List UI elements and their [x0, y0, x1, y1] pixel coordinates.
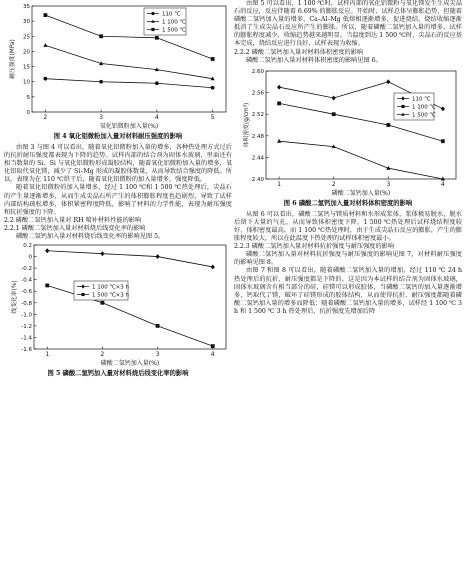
data-point	[156, 324, 160, 328]
paragraph: 磷酸二氢钙加入量对材料烧后线变化率的影响见图 5。	[16, 233, 165, 241]
paragraph: 从图 6 可以看出，磷酸二氢钙与镁质材料和水形成浆体，浆体极易脱水，脱水后留下大量的气孔，从而导致体积密度下降。1 500 ℃热处理后试样烧结程度较好，体积密度最高，而 1 100 ℃热处理时，由于生成尖晶石反应的膨胀，产生的膨胀程度较大，所以在此温度下热处理的试样体积密度最小。	[234, 210, 462, 243]
figure-5-caption: 图 5 磷酸二氢钙加入量对材料烧后线变化率的影响	[47, 370, 189, 378]
y-tick-label: -1.6	[21, 347, 32, 354]
figure-6	[234, 65, 462, 199]
x-axis-label: 磷酸二氢钙加入量(%)	[331, 189, 391, 197]
data-point	[211, 86, 215, 90]
data-point	[277, 139, 281, 143]
legend-label: 1 100 ℃	[412, 104, 436, 111]
data-point	[211, 344, 215, 348]
y-tick-label: 0	[28, 254, 32, 261]
data-point	[151, 28, 154, 31]
y-tick-label: -0.8	[21, 300, 32, 307]
y-tick-label: 2.40	[251, 176, 264, 183]
plot-frame	[266, 71, 456, 179]
x-tick-label: 3	[99, 115, 103, 121]
data-point	[332, 112, 336, 116]
y-axis-label: 体积密度(g/cm³)	[244, 102, 250, 148]
right-column	[234, 0, 462, 579]
paragraph: 磷酸二氢钙加入量对材料体积密度的影响见图 6。	[246, 56, 382, 64]
x-tick-label: 3	[155, 352, 160, 359]
data-point	[155, 254, 159, 259]
figure-6-caption: 图 6 磷酸二氢钙加入量对材料体积密度的影响	[283, 199, 413, 207]
series-line	[45, 79, 212, 88]
y-tick-label: 2.56	[251, 90, 264, 97]
y-tick-label: -0.2	[21, 266, 32, 273]
x-tick-label: 4	[441, 181, 445, 188]
y-tick-label: 2.60	[251, 68, 264, 75]
y-tick-label: 35	[23, 4, 30, 10]
series-line	[45, 45, 212, 78]
legend	[394, 93, 436, 120]
data-point	[99, 80, 103, 84]
y-axis-label: 线变化率(%)	[12, 280, 18, 314]
x-tick-label: 2	[100, 352, 105, 359]
paragraph: 随着氧化铝微粉的加入量增多，经过 1 100 ℃和 1 500 ℃热处理后，尖晶石的产生量逐渐增多，从而生成尖晶石所产生的体积膨胀程度也趋剧烈，导致了试样内部结构疏松增多，体积紧密程度降低，影响了材料的力学性能，表现为耐压强度和抗折强度的下降。	[4, 184, 232, 216]
data-point	[100, 251, 104, 256]
data-point	[277, 84, 281, 89]
data-point	[99, 34, 103, 38]
y-tick-label: 30	[23, 19, 30, 26]
x-tick-label: 2	[43, 115, 48, 121]
y-tick-label: 25	[23, 34, 30, 41]
series-line	[45, 15, 212, 59]
data-point	[211, 57, 215, 61]
legend-label: 1 100 ℃	[162, 19, 186, 26]
y-tick-label: 0.2	[23, 243, 32, 250]
data-point	[45, 284, 49, 288]
plot-frame	[32, 6, 226, 112]
series-line	[47, 251, 213, 267]
data-point	[332, 95, 336, 100]
data-point	[277, 101, 281, 105]
legend-label: 110 ℃	[412, 96, 431, 103]
data-point	[155, 81, 159, 85]
figure-4	[4, 0, 232, 132]
figure-5-chart	[4, 241, 232, 369]
data-point	[43, 13, 47, 17]
x-axis-label: 氧化铝微粉加入量(%)	[99, 123, 159, 130]
x-axis-label: 磷酸二氢钙加入量(%)	[100, 360, 160, 368]
data-point	[101, 301, 105, 305]
section-heading: 2.2 磷酸二氢钙加入量对 RH 喷补材料性能的影响	[4, 216, 142, 224]
paragraph: 由图 7 和图 8 可以看出，随着磷酸二氢钙加入量的增加，经过 110 ℃ 24 h 热处理后的抗折、耐压强度都是下降的。这是因为本试样的结合剂为固体水玻璃，固体水玻璃含有相当部分的硅，硅镁可以形成胶体，当磷酸二氢钙的加入量逐渐增多，钙取代了镁，破坏了硅镁形成的胶体结构，从而使得抗折、耐压强度都随着磷酸二氢钙加入量的增多而降低；随着磷酸二氢钙加入量的增多，试样经 1 100 ℃ 3 h 和 1 500 ℃ 3 h 热处理后，抗折强度先增加后降	[234, 267, 462, 315]
legend-label: 1 500 ℃	[162, 27, 186, 34]
y-tick-label: -0.6	[21, 289, 32, 296]
left-column	[4, 0, 232, 579]
data-point	[43, 77, 47, 81]
y-tick-label: 0	[26, 110, 30, 116]
series-line	[279, 141, 443, 179]
data-point	[45, 248, 49, 253]
y-axis-label: 耐压强度(MPa)	[10, 39, 16, 79]
data-point	[386, 79, 390, 84]
x-tick-label: 4	[210, 352, 215, 359]
paragraph: 由图 3 与图 4 可以看出，随着氧化铝微粉加入量的增多，各种热处理方式过后的抗折耐压强度都表现为下降的趋势。试样内部的结合剂为固体水玻璃，里面还有相当数量的 Si、Si 与氧化铝微粉形成凝胶结构，随着氧化铝微粉加入量的增多，氧化铝取代氧化镁，减少了 Si–Mg 形成的凝胶体数量，从而导致结合强度的降低。所以，表现为在 110 ℃烘干后，随着氧化铝微粉的加入量增多，强度降低。	[4, 144, 232, 184]
data-point	[151, 12, 154, 15]
subsection-heading: 2.2.3 磷酸二氢钙加入量对材料抗折强度与耐压强度的影响	[234, 243, 395, 251]
data-point	[401, 105, 404, 108]
y-tick-label: -1.0	[21, 312, 32, 319]
y-tick-label: -1.4	[21, 335, 32, 342]
paragraph: 磷酸二氢钙加入量对材料抗折强度与耐压强度的影响见图 7，对材料耐压强度的影响见图 8。	[234, 251, 462, 267]
legend-label: 1 500 ℃×3 h	[92, 292, 130, 299]
series-line	[47, 286, 213, 347]
figure-5	[4, 241, 232, 369]
y-tick-label: 2.44	[251, 155, 264, 162]
data-point	[155, 36, 159, 40]
x-tick-label: 4	[155, 115, 159, 121]
x-tick-label: 2	[331, 181, 336, 188]
legend-label: 110 ℃	[162, 11, 181, 18]
plot-frame	[34, 245, 226, 349]
paragraph: 由图 5 可以看出，1 100 ℃时，试样内部的氧化铝微粉与氧化镁发生生成尖晶石的反应，反应伴随着 6.69% 的膨胀反应。开始时，试样总体呈膨胀趋势，但随着磷酸二氢钙加入量的增多，Ca–Al–Mg 低熔相逐渐增多，促进烧结，烧结收缩逐渐抵消了生成尖晶石反应所产生的膨胀。所以，随着磷酸二氢钙加入量的增多，试样的膨胀程度减少，收缩趋势越来越明显。当温度到达 1 500 ℃时，尖晶石的反应基本完成，烧结反应进行良好，试样表现为收缩。	[234, 0, 462, 48]
data-point	[43, 43, 47, 47]
y-tick-label: 20	[23, 49, 30, 56]
legend-label: 1 100 ℃×3 h	[92, 284, 130, 291]
y-tick-label: 5	[26, 94, 30, 101]
y-tick-label: -0.4	[21, 277, 32, 284]
data-point	[81, 293, 84, 296]
y-tick-label: 15	[23, 64, 30, 71]
figure-4-chart	[4, 0, 232, 132]
legend	[74, 281, 130, 300]
y-tick-label: -1.2	[21, 324, 32, 331]
figure-6-chart	[234, 65, 462, 199]
x-tick-label: 1	[277, 181, 281, 188]
legend	[144, 8, 186, 35]
x-tick-label: 5	[210, 115, 215, 121]
x-tick-label: 1	[45, 352, 50, 359]
data-point	[386, 123, 390, 127]
figure-4-caption: 图 4 氧化铝微粉加入量对材料耐压强度的影响	[53, 133, 183, 140]
legend-label: 1 500 ℃	[412, 112, 436, 119]
y-tick-label: 10	[23, 79, 30, 86]
data-point	[441, 139, 445, 143]
y-tick-label: 2.52	[251, 111, 264, 118]
y-tick-label: 2.48	[251, 133, 264, 140]
subsection-heading: 2.2.2 磷酸二氢钙加入量对材料体积密度的影响	[234, 48, 364, 56]
x-tick-label: 3	[386, 181, 391, 188]
subsection-heading: 2.2.1 磷酸二氢钙加入量对材料烧后线变化率的影响	[4, 224, 146, 232]
data-point	[211, 265, 215, 270]
data-point	[441, 106, 445, 111]
